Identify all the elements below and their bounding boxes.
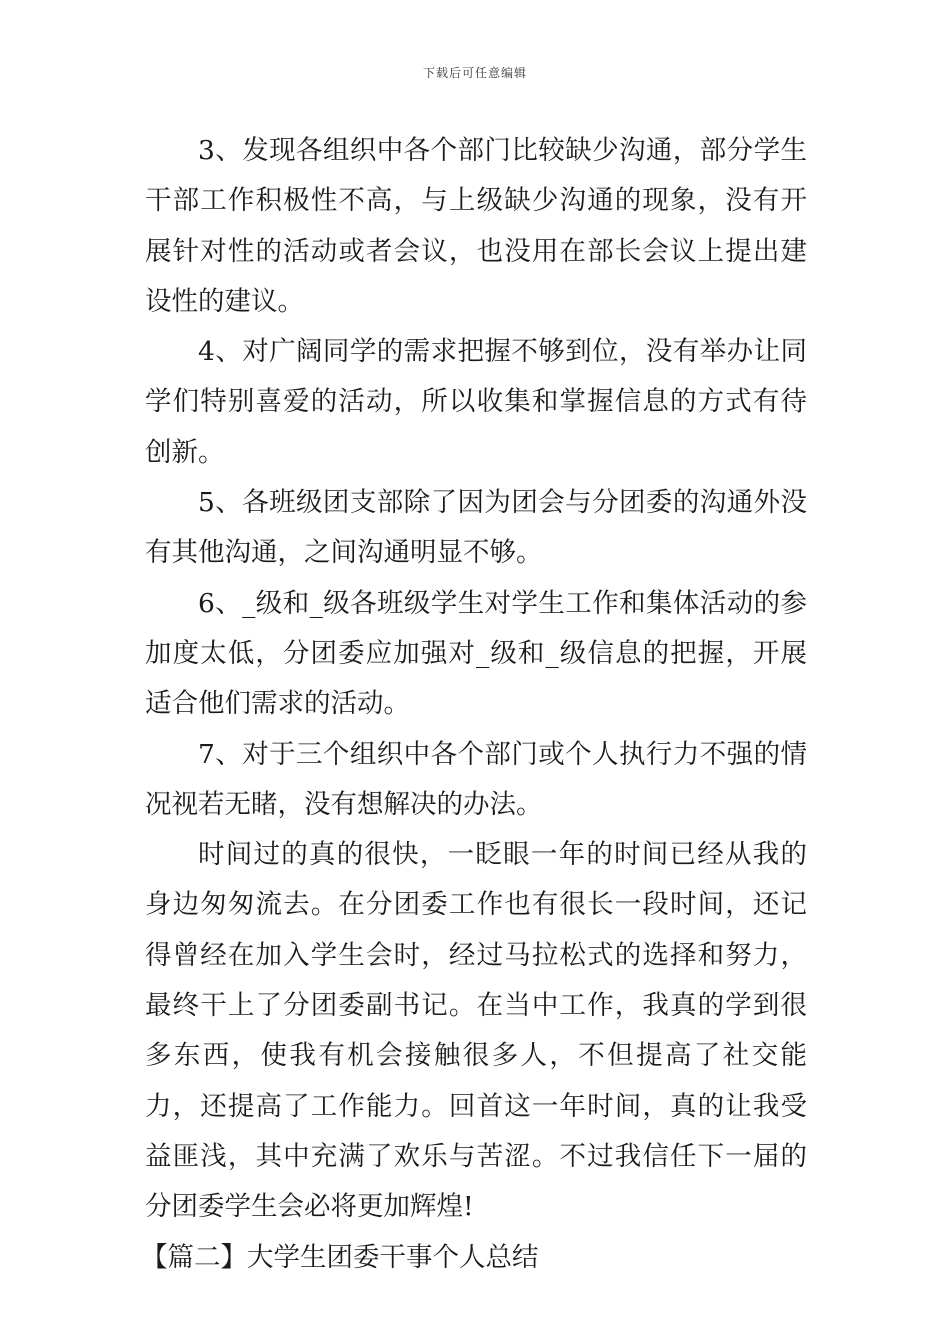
paragraph-item-3: 3、发现各组织中各个部门比较缺少沟通，部分学生干部工作积极性不高，与上级缺少沟通的现象，没有开展针对性的活动或者会议，也没用在部长会议上提出建设性的建议。 xyxy=(145,135,807,317)
paragraph-item-6: 6、_级和_级各班级学生对学生工作和集体活动的参加度太低，分团委应加强对_级和_级信息的把握，开展适合他们需求的活动。 xyxy=(145,587,807,720)
paragraph-item-5: 5、各班级团支部除了因为团会与分团委的沟通外没有其他沟通，之间沟通明显不够。 xyxy=(145,487,807,569)
closing-paragraph: 时间过的真的很快，一眨眼一年的时间已经从我的身边匆匆流去。在分团委工作也有很长一段时间，还记得曾经在加入学生会时，经过马拉松式的选择和努力，最终干上了分团委副书记。在当中工作，我真的学到很多东西，使我有机会接触很多人，不但提高了社交能力，还提高了工作能力。回首这一年时间，真的让我受益匪浅，其中充满了欢乐与苦涩。不过我信任下一届的分团委学生会必将更加辉煌! xyxy=(145,839,807,1223)
page-header-note: 下载后可任意编辑 xyxy=(422,66,527,80)
paragraph-item-7: 7、对于三个组织中各个部门或个人执行力不强的情况视若无睹，没有想解决的办法。 xyxy=(145,738,807,820)
section-heading: 【篇二】大学生团委干事个人总结 xyxy=(141,1241,539,1273)
document-body xyxy=(141,126,807,1283)
paragraph-item-4: 4、对广阔同学的需求把握不够到位，没有举办让同学们特别喜爱的活动，所以收集和掌握信息的方式有待创新。 xyxy=(145,336,807,468)
